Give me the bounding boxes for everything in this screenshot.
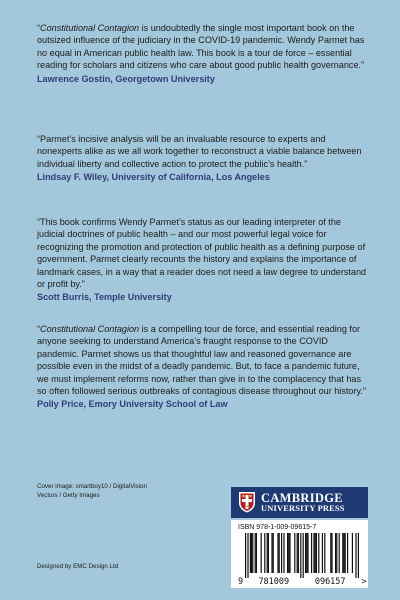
publisher-line-2: UNIVERSITY PRESS — [261, 504, 345, 513]
barcode-bar — [256, 533, 257, 573]
cover-image-credit: Cover image: smartboy10 / DigitalVision Vectors / Getty Images — [37, 483, 147, 499]
barcode-bar — [298, 533, 299, 573]
barcode-bar — [345, 533, 346, 573]
barcode-bar — [343, 533, 344, 573]
barcode-bar — [306, 533, 307, 573]
barcode-bar — [281, 533, 282, 573]
barcode-bar — [267, 533, 268, 573]
blurb-gostin — [37, 22, 367, 85]
barcode-digits: > — [361, 577, 367, 587]
blurb-burris — [37, 216, 367, 304]
barcode-bar — [271, 533, 272, 573]
barcode-bar — [311, 533, 312, 573]
barcode-bar — [289, 533, 290, 573]
blurb-attribution: Polly Price, Emory University School of Law — [37, 399, 228, 410]
barcode-bar — [322, 533, 323, 573]
blurb-body: is undoubtedly the single most important book on the outsized influence of the judiciary in the COVID-19 pandemic. Wendy Parmet has no equal in American public health law. This book is a tour de force – essential reading for scholars and citizens who care about good public health governance.” — [37, 23, 365, 71]
blurb-text: “Parmet’s incisive analysis will be an invaluable resource to experts and nonexperts alike as we all work together to reconstruct a viable balance between individual liberty and collective action to protect the public’s health.” — [37, 134, 362, 169]
barcode-bar — [347, 533, 348, 573]
blurb-price — [37, 323, 367, 411]
barcode-bar — [318, 533, 319, 573]
barcode-bar — [288, 533, 289, 573]
barcode-bar — [324, 533, 325, 573]
barcode-digits: 781009 — [258, 577, 290, 587]
barcode-bar — [277, 533, 278, 573]
blurb-wiley — [37, 133, 367, 184]
barcode-bar — [331, 533, 332, 573]
university-shield-icon — [238, 491, 256, 513]
barcode-bar — [315, 533, 316, 573]
blurb-body: This book confirms Wendy Parmet’s status as our leading interpreter of the judicial doctrines of public health – and our most powerful legal voice for recognizing the promotion and protection of public health as a defining purpose of government. Parmet clearly recounts the history and explains the importance of landmark cases, in a way that a reader does not need a law degree to understand or profit by.” — [37, 217, 367, 290]
barcode-bar — [303, 533, 304, 578]
barcode-bar — [287, 533, 288, 573]
barcode-bar — [247, 533, 248, 578]
blurb-text: “Constitutional Contagion is undoubtedly the single most important book on the outsized influence of the judiciary in the COVID-19 pandemic. Wendy Parmet has no equal in American public health law. This book is a tour de force – essential reading for scholars and citizens who care about good public health governance.” — [37, 23, 365, 71]
barcode-bar — [336, 533, 337, 573]
barcode-bar — [283, 533, 284, 573]
barcode-bar — [268, 533, 269, 573]
blurb-body: Parmet’s incisive analysis will be an invaluable resource to experts and nonexperts alike as we all work together to reconstruct a viable balance between individual liberty and collective action to protect the public’s health.” — [37, 134, 362, 169]
blurb-body: is a compelling tour de force, and essential reading for anyone seeking to understand America’s fraught response to the COVID pandemic. Parmet shows us that thoughtful law and reasoned governance are possible even in the midst of a deadly pandemic. But, to face a pandemic future, we must implement reforms now, rather than give in to the complacency that has so often followed serious outbreaks of contagious disease throughout our history.” — [37, 324, 366, 397]
isbn-barcode — [231, 520, 368, 588]
barcode-bar — [251, 533, 252, 573]
barcode-bar — [339, 533, 340, 573]
barcode-icon — [235, 533, 367, 587]
barcode-bar — [255, 533, 256, 573]
isbn-label: ISBN 978-1-009-09615-7 — [238, 524, 317, 531]
barcode-bar — [358, 533, 359, 578]
barcode-bar — [245, 533, 246, 578]
barcode-bar — [261, 533, 262, 573]
barcode-bar — [273, 533, 274, 573]
barcode-bar — [313, 533, 314, 573]
publisher-name — [261, 492, 345, 514]
blurb-attribution: Lawrence Gostin, Georgetown University — [37, 73, 215, 84]
barcode-bar — [335, 533, 336, 573]
blurb-attribution: Lindsay F. Wiley, University of California, Los Angeles — [37, 172, 270, 183]
book-title-italic: Constitutional Contagion — [40, 23, 140, 33]
barcode-bar — [297, 533, 298, 573]
barcode-bar — [279, 533, 280, 573]
barcode-bar — [316, 533, 317, 573]
barcode-digits: 096157 — [314, 577, 346, 587]
barcode-digits: 9 — [238, 577, 244, 587]
blurb-attribution: Scott Burris, Temple University — [37, 292, 172, 303]
cambridge-press-logo — [231, 487, 368, 518]
barcode-bar — [342, 533, 343, 573]
barcode-bar — [352, 533, 353, 573]
barcode-bar — [300, 533, 301, 578]
barcode-bar — [252, 533, 253, 573]
barcode-bar — [305, 533, 306, 573]
barcode-bar — [250, 533, 251, 573]
blurb-text: “This book confirms Wendy Parmet’s status as our leading interpreter of the judicial doctrines of public health – and our most powerful legal voice for recognizing the promotion and protection of public health as a defining purpose of government. Parmet clearly recounts the history and explains the importance of landmark cases, in a way that a reader does not need a law degree to understand or profit by.” — [37, 217, 367, 290]
barcode-bar — [294, 533, 295, 573]
barcode-bar — [355, 533, 356, 578]
barcode-bar — [307, 533, 308, 573]
barcode-bar — [264, 533, 265, 573]
blurb-text: “Constitutional Contagion is a compelling tour de force, and essential reading for anyone seeking to understand America’s fraught response to the COVID pandemic. Parmet shows us that thoughtful law and reasoned governance are possible even in the midst of a deadly pandemic. But, to face a pandemic future, we must implement reforms now, rather than give in to the complacency that has so often followed serious outbreaks of contagious disease throughout our history.” — [37, 324, 366, 397]
barcode-bar — [330, 533, 331, 573]
book-title-italic: Constitutional Contagion — [40, 324, 140, 334]
design-credit: Designed by EMC Design Ltd — [37, 563, 119, 570]
publisher-line-1: CAMBRIDGE — [261, 491, 343, 505]
